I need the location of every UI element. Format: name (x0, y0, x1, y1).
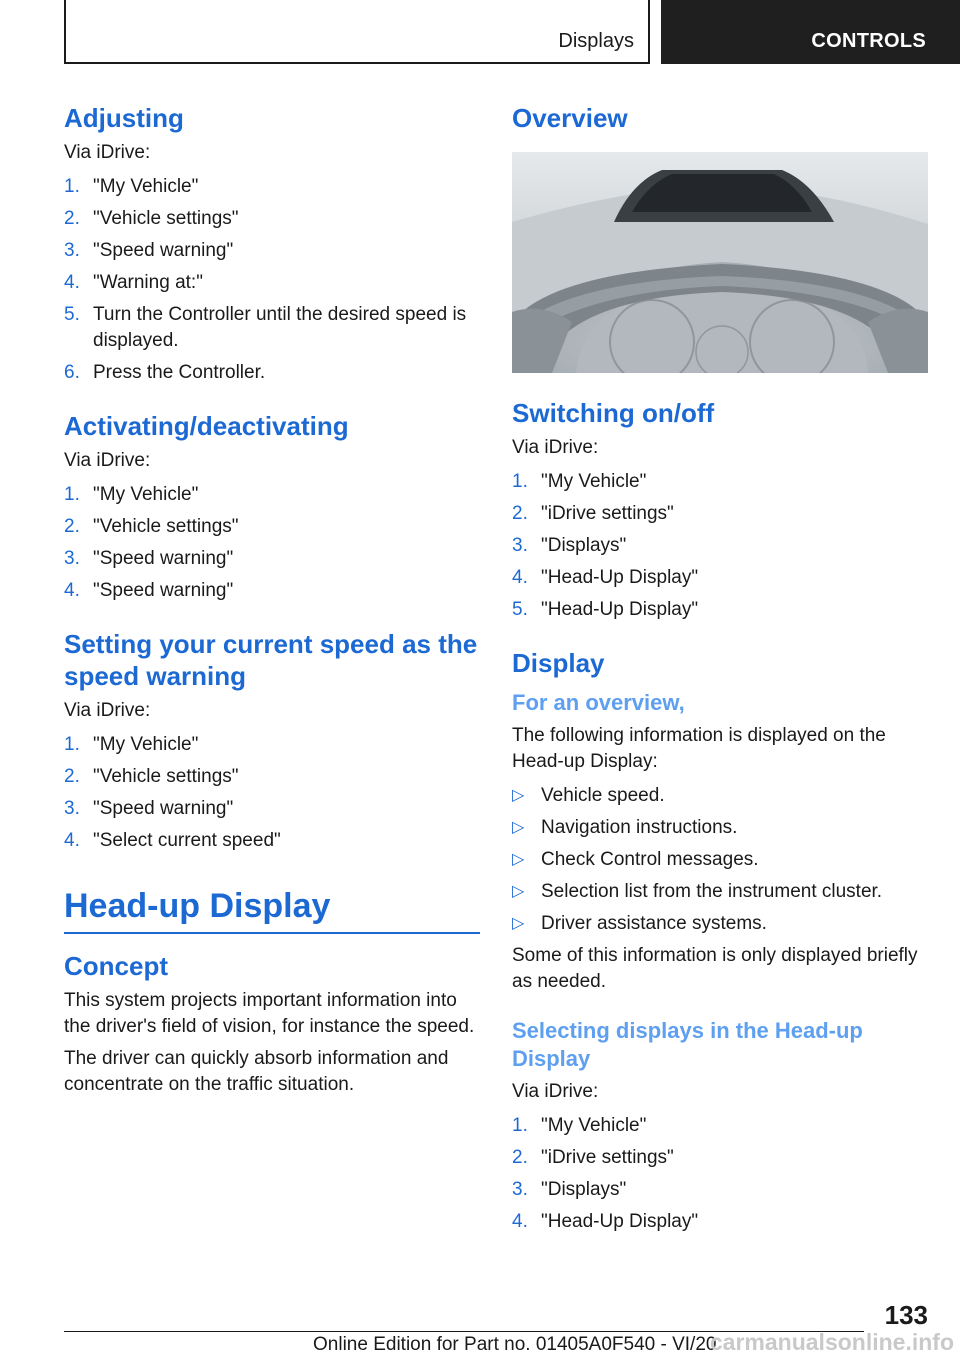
list-item (512, 1209, 928, 1235)
steps-selecting (512, 1113, 928, 1235)
list-item (64, 514, 480, 540)
list-item (512, 911, 928, 937)
step-text: Press the Controller. (93, 362, 266, 383)
list-item (64, 302, 480, 354)
list-item (512, 815, 928, 841)
bullet-text: Navigation instructions. (541, 817, 738, 838)
step-number: 4. (64, 830, 80, 851)
chapter-title: CONTROLS (811, 30, 926, 52)
step-text: Turn the Controller until the desired speed is displayed. (93, 304, 467, 351)
step-number: 3. (64, 548, 80, 569)
step-number: 1. (512, 1115, 528, 1136)
heading-concept: Concept (64, 951, 168, 981)
step-number: 2. (64, 766, 80, 787)
step-number: 5. (64, 304, 80, 325)
section-title: Displays (558, 30, 634, 52)
list-item (64, 732, 480, 758)
bullet-text: Check Control messages. (541, 849, 759, 870)
step-number: 1. (64, 176, 80, 197)
concept-paragraph-2: The driver can quickly absorb information and concentrate on the traffic situation. (64, 1048, 449, 1095)
step-text: "My Vehicle" (93, 176, 199, 197)
list-item (512, 879, 928, 905)
left-column (64, 98, 480, 1104)
heading-selecting: Selecting displays in the Head-up Display (512, 1018, 863, 1071)
step-text: "Head-Up Display" (541, 599, 699, 620)
list-item (64, 238, 480, 264)
step-text: "Vehicle settings" (93, 766, 239, 787)
step-number: 4. (512, 1211, 528, 1232)
step-text: "My Vehicle" (541, 1115, 647, 1136)
list-item (64, 796, 480, 822)
triangle-bullet-icon: ▷ (512, 851, 525, 868)
subheading-overview: For an overview, (512, 690, 685, 715)
triangle-bullet-icon: ▷ (512, 883, 525, 900)
list-item (512, 847, 928, 873)
list-item (512, 565, 928, 591)
list-item (64, 174, 480, 200)
bullet-text: Driver assistance systems. (541, 913, 767, 934)
hud-dashboard-photo (512, 152, 928, 373)
step-number: 6. (64, 362, 80, 383)
heading-adjusting: Adjusting (64, 103, 184, 133)
concept-paragraph-1: This system projects important information into the driver's field of vision, for instance the speed. (64, 990, 475, 1037)
list-item (512, 597, 928, 623)
header-chapter-tab (661, 0, 960, 64)
step-text: "Displays" (541, 1179, 627, 1200)
display-intro: The following information is displayed on the Head-up Display: (512, 725, 886, 772)
list-item (512, 533, 928, 559)
step-text: "My Vehicle" (541, 471, 647, 492)
step-text: "Displays" (541, 535, 627, 556)
step-text: "Select current speed" (93, 830, 281, 851)
list-item (64, 482, 480, 508)
list-item (64, 360, 480, 386)
step-number: 3. (64, 240, 80, 261)
lead-switching: Via iDrive: (512, 437, 599, 458)
lead-selecting: Via iDrive: (512, 1081, 599, 1102)
bullet-text: Vehicle speed. (541, 785, 665, 806)
list-item (64, 764, 480, 790)
step-text: "Speed warning" (93, 580, 234, 601)
step-number: 4. (64, 272, 80, 293)
list-item (512, 783, 928, 809)
step-number: 2. (512, 1147, 528, 1168)
lead-adjusting: Via iDrive: (64, 142, 151, 163)
list-item (512, 1177, 928, 1203)
step-number: 4. (512, 567, 528, 588)
chapter-heading-hud: Head-up Display (64, 884, 480, 934)
triangle-bullet-icon: ▷ (512, 787, 525, 804)
watermark: carmanualsonline.info (709, 1329, 954, 1355)
step-text: "Warning at:" (93, 272, 203, 293)
list-item (512, 1145, 928, 1171)
list-item (64, 546, 480, 572)
step-text: "Speed warning" (93, 548, 234, 569)
list-item (64, 578, 480, 604)
steps-activating (64, 482, 480, 604)
step-number: 1. (512, 471, 528, 492)
heading-switching: Switching on/off (512, 398, 715, 428)
steps-adjusting (64, 174, 480, 386)
lead-activating: Via iDrive: (64, 450, 151, 471)
step-number: 3. (512, 535, 528, 556)
step-number: 5. (512, 599, 528, 620)
list-item (64, 828, 480, 854)
steps-switching (512, 469, 928, 623)
right-column (512, 98, 928, 1241)
bullet-text: Selection list from the instrument cluster. (541, 881, 883, 902)
step-text: "Vehicle settings" (93, 516, 239, 537)
list-item (64, 206, 480, 232)
step-number: 3. (64, 798, 80, 819)
display-bullets (512, 783, 928, 937)
lead-setting-speed: Via iDrive: (64, 700, 151, 721)
step-text: "Speed warning" (93, 798, 234, 819)
steps-setting-speed (64, 732, 480, 854)
list-item (64, 270, 480, 296)
step-text: "iDrive settings" (541, 1147, 674, 1168)
step-number: 1. (64, 484, 80, 505)
page-number: 133 (884, 1300, 928, 1330)
header-section-tab (64, 0, 650, 64)
list-item (512, 1113, 928, 1139)
heading-activating: Activating/deactivating (64, 411, 349, 441)
step-number: 3. (512, 1179, 528, 1200)
step-text: "Head-Up Display" (541, 567, 699, 588)
list-item (512, 469, 928, 495)
heading-overview: Overview (512, 103, 628, 133)
step-text: "Speed warning" (93, 240, 234, 261)
display-note: Some of this information is only displayed briefly as needed. (512, 945, 918, 992)
triangle-bullet-icon: ▷ (512, 915, 525, 932)
footer-edition: Online Edition for Part no. 01405A0F540 - VI/20 (313, 1334, 717, 1355)
step-text: "My Vehicle" (93, 734, 199, 755)
step-text: "Vehicle settings" (93, 208, 239, 229)
step-number: 1. (64, 734, 80, 755)
step-number: 2. (512, 503, 528, 524)
step-text: "iDrive settings" (541, 503, 674, 524)
triangle-bullet-icon: ▷ (512, 819, 525, 836)
step-number: 2. (64, 516, 80, 537)
step-text: "My Vehicle" (93, 484, 199, 505)
step-text: "Head-Up Display" (541, 1211, 699, 1232)
step-number: 2. (64, 208, 80, 229)
heading-display: Display (512, 648, 605, 678)
list-item (512, 501, 928, 527)
step-number: 4. (64, 580, 80, 601)
heading-setting-speed: Setting your current speed as the speed warning (64, 629, 478, 691)
